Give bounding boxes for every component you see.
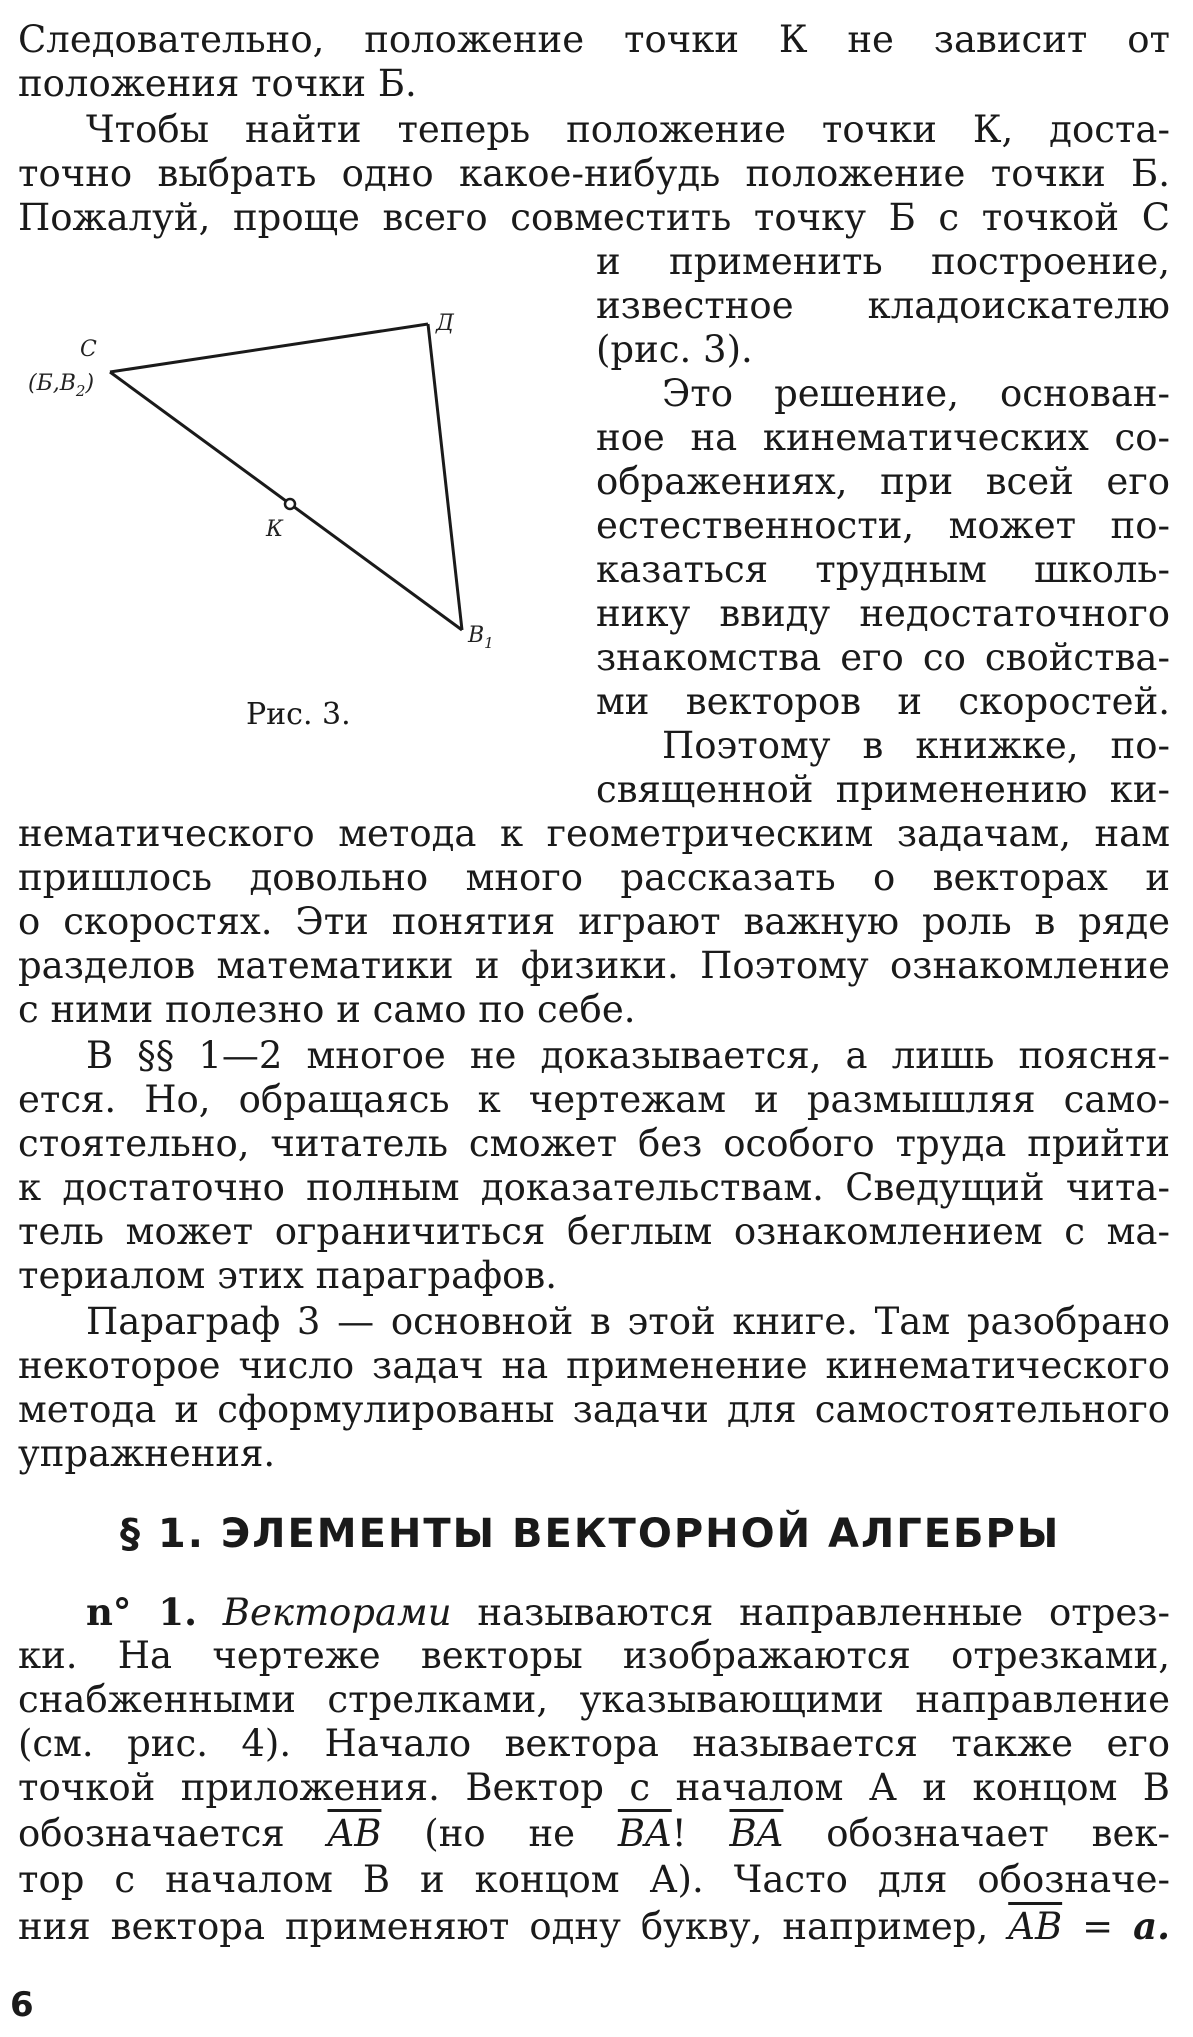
figure-3-diagram — [20, 300, 540, 700]
paragraph-number: n° 1. — [86, 1590, 197, 1634]
text-line: тель может ограничиться беглым ознакомлением с ма- — [18, 1210, 1170, 1253]
segment-c-d — [110, 324, 428, 372]
segment-d-b1 — [428, 324, 462, 630]
vector-notation: $\overline{AB}$ — [327, 1812, 382, 1855]
text-line: естественности, может по- — [596, 504, 1170, 547]
text-line: священной применению ки- — [596, 768, 1170, 811]
text-line: Это решение, основан- — [662, 372, 1170, 415]
text-line: с ними полезно и само по себе. — [18, 988, 636, 1031]
text-line: териалом этих параграфов. — [18, 1254, 557, 1297]
vector-notation: $\overline{BA}$ — [729, 1812, 784, 1855]
text-line: точно выбрать одно какое-нибудь положение точки Б. — [18, 152, 1170, 195]
text-line: (рис. 3). — [596, 328, 753, 371]
text-line — [86, 1590, 1170, 1635]
text-line: ображениях, при всей его — [596, 460, 1170, 503]
text-line: тор с началом В и концом А). Часто для обозначе- — [18, 1858, 1170, 1901]
text-line: Чтобы найти теперь положение точки К, доста- — [86, 108, 1170, 151]
text-line: В §§ 1—2 многое не доказывается, а лишь поясня- — [86, 1034, 1170, 1077]
text-line — [18, 1904, 1170, 1949]
text-line: метода и сформулированы задачи для самостоятельного — [18, 1388, 1170, 1431]
text-span: ! — [671, 1812, 687, 1855]
text-line: положения точки Б. — [18, 62, 417, 105]
label-d: Д — [436, 311, 454, 336]
section-heading: § 1. ЭЛЕМЕНТЫ ВЕКТОРНОЙ АЛГЕБРЫ — [120, 1511, 1061, 1557]
text-span: называются направленные отрез- — [477, 1591, 1170, 1634]
text-line: Следовательно, положение точки К не зависит от — [18, 18, 1170, 61]
text-span: = — [1082, 1905, 1114, 1948]
text-line: Пожалуй, проще всего совместить точку Б с точкой С — [18, 196, 1170, 239]
text-span: обозначается — [18, 1812, 285, 1855]
text-span: ния вектора применяют одну букву, например, — [18, 1905, 989, 1948]
text-line: Поэтому в книжке, по- — [662, 724, 1170, 767]
text-line: ки. На чертеже векторы изображаются отрезками, — [18, 1634, 1170, 1677]
text-line: снабженными стрелками, указывающими направление — [18, 1678, 1170, 1721]
label-b1-main: В — [468, 623, 485, 648]
text-line: Параграф 3 — основной в этой книге. Там разобрано — [86, 1300, 1170, 1343]
vector-symbol: a. — [1133, 1904, 1171, 1948]
text-line: нику ввиду недостаточного — [596, 592, 1170, 635]
label-k: К — [266, 517, 284, 542]
label-b1 — [467, 623, 494, 652]
text-line: упражнения. — [18, 1432, 276, 1475]
vector-notation: $\overline{BA}$ — [617, 1812, 672, 1855]
text-line: ное на кинематических со- — [596, 416, 1170, 459]
text-line: и применить построение, — [596, 240, 1170, 283]
vector-notation: $\overline{AB}$ — [1008, 1905, 1063, 1948]
label-b-b2 — [28, 371, 94, 400]
label-c: С — [80, 337, 97, 362]
page-number: 6 — [10, 1985, 34, 2025]
text-line: к достаточно полным доказательствам. Сведущий чита- — [18, 1166, 1170, 1209]
text-line: ми векторов и скоростей. — [596, 680, 1170, 723]
text-line: (см. рис. 4). Начало вектора называется также его — [18, 1722, 1170, 1765]
text-line — [18, 1812, 1170, 1856]
text-line: некоторое число задач на применение кинематического — [18, 1344, 1170, 1387]
label-b-b2-end: ) — [85, 371, 95, 396]
text-line: нематического метода к геометрическим задачам, нам — [18, 812, 1170, 855]
text-line: разделов математики и физики. Поэтому ознакомление — [18, 944, 1170, 987]
text-line: о скоростях. Эти понятия играют важную роль в ряде — [18, 900, 1170, 943]
text-line: знакомства его со свойства- — [596, 636, 1170, 679]
label-b1-sub: 1 — [484, 634, 494, 652]
point-k-marker — [285, 499, 295, 509]
text-span: обозначает век- — [826, 1812, 1171, 1855]
text-line: точкой приложения. Вектор с началом А и концом В — [18, 1766, 1170, 1809]
text-line: пришлось довольно много рассказать о векторах и — [18, 856, 1170, 899]
term-vectors: Векторами — [222, 1591, 452, 1634]
label-b-b2-sub: 2 — [75, 382, 86, 400]
text-line: стоятельно, читатель сможет без особого труда прийти — [18, 1122, 1170, 1165]
text-line: ется. Но, обращаясь к чертежам и размышляя само- — [18, 1078, 1170, 1121]
figure-caption: Рис. 3. — [246, 697, 351, 732]
label-b-b2-main: (Б,В — [28, 371, 76, 396]
text-span: (но не — [424, 1812, 576, 1855]
text-line: казаться трудным школь- — [596, 548, 1170, 591]
text-line: известное кладоискателю — [596, 284, 1170, 327]
